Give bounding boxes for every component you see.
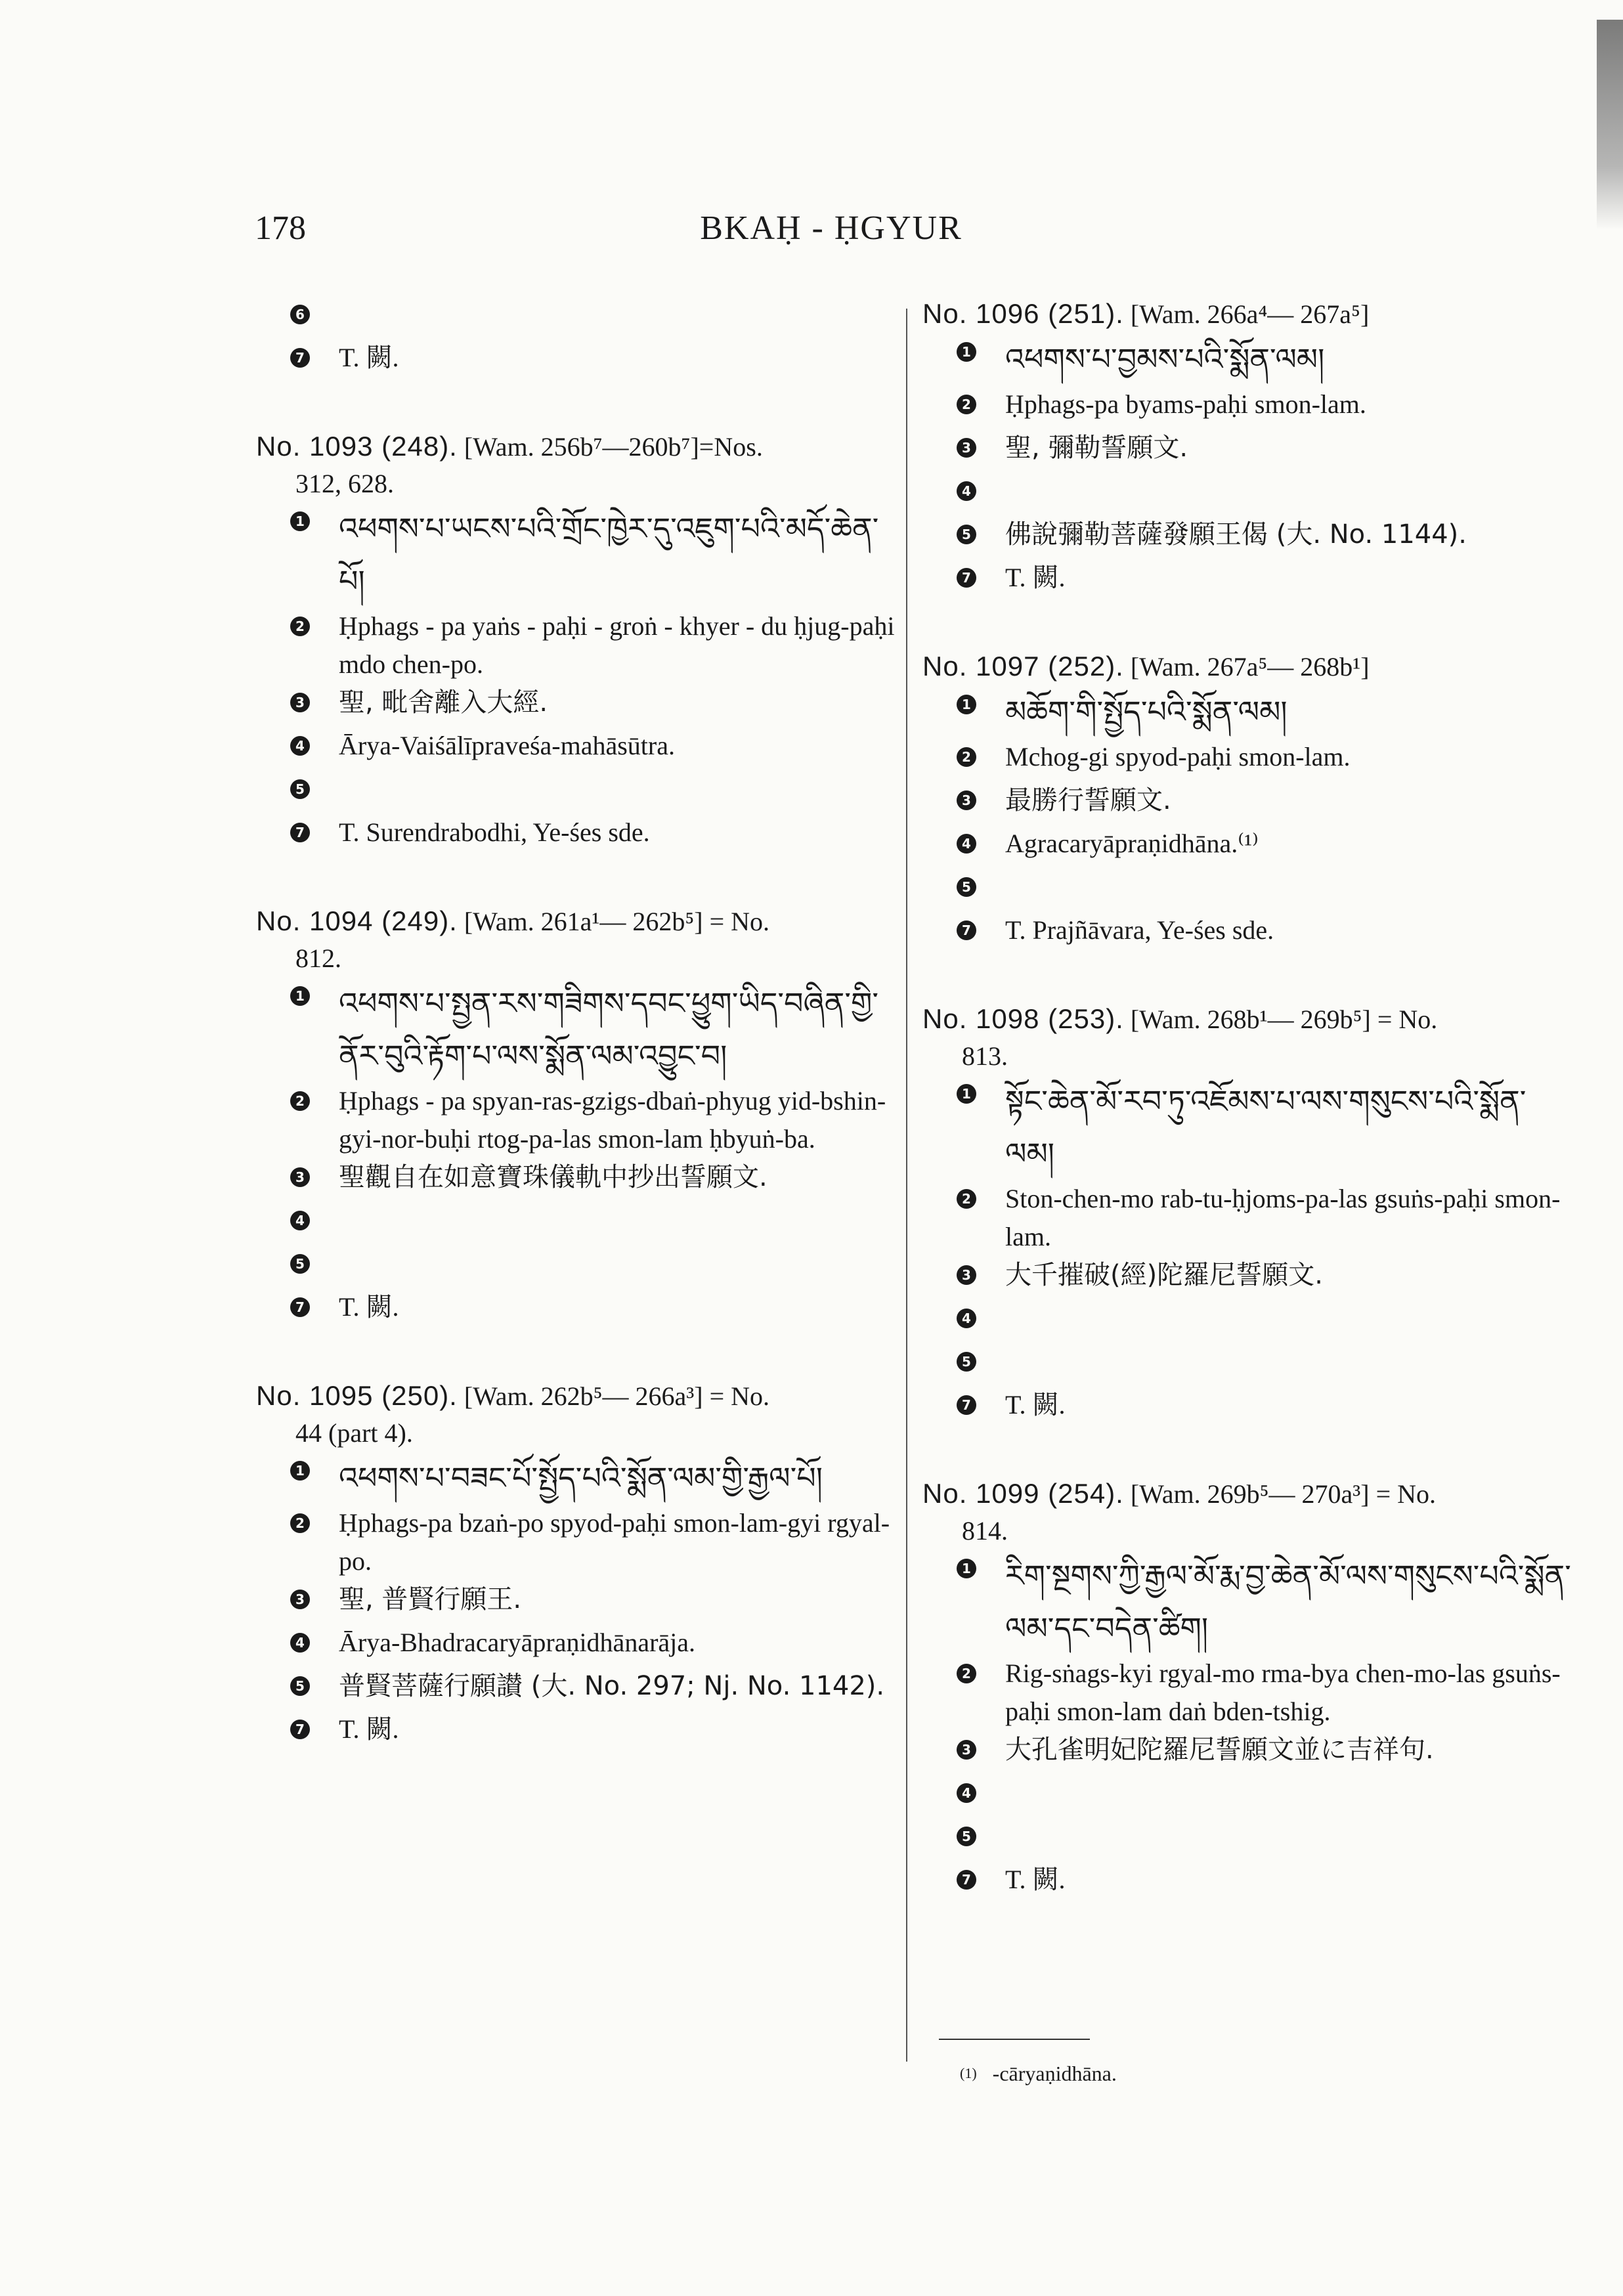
field-value: T. Prajñāvara, Ye-śes sde. bbox=[1005, 915, 1274, 945]
entry-reference-continued: 813. bbox=[962, 1041, 1008, 1071]
field-value: Rig-sṅags-kyi rgyal-mo rma-bya chen-mo-las gsuṅs-paḥi smon-lam daṅ bden-tshig. bbox=[1005, 1658, 1561, 1726]
field-value: Ḥphags - pa yaṅs - paḥi - groṅ - khyer - du ḥjug-paḥi mdo chen-po. bbox=[339, 611, 895, 679]
entry-field bbox=[922, 868, 1572, 911]
entry-field bbox=[256, 1158, 899, 1202]
field-marker-icon: 5 bbox=[290, 1254, 310, 1274]
entry-heading bbox=[256, 428, 899, 502]
field-value: རིག་སྔགས་ཀྱི་རྒྱལ་མོ་རྨ་བྱ་ཆེན་མོ་ལས་གསུངས་པའི་སྨོན་ལམ་དང་བདེན་ཚིག། bbox=[1005, 1558, 1571, 1646]
footnote-rule bbox=[939, 2039, 1090, 2040]
field-value: Ārya-Bhadracaryāpraṇidhānarāja. bbox=[339, 1628, 696, 1657]
field-marker-icon: 5 bbox=[290, 1676, 310, 1696]
field-value: 大孔雀明妃陀羅尼誓願文並に吉祥句. bbox=[1005, 1735, 1434, 1765]
field-marker-icon: 7 bbox=[957, 1870, 976, 1890]
field-marker-icon: 1 bbox=[957, 342, 976, 362]
field-marker-icon: 1 bbox=[957, 1084, 976, 1104]
entry-field bbox=[922, 1774, 1572, 1817]
catalog-entry bbox=[256, 903, 899, 1332]
entry-field bbox=[922, 385, 1572, 429]
entry-field bbox=[922, 515, 1572, 559]
entry-field bbox=[922, 1817, 1572, 1861]
footnote bbox=[960, 2062, 1117, 2086]
entry-field bbox=[922, 1731, 1572, 1774]
field-marker-icon: 2 bbox=[290, 1091, 310, 1111]
entry-field bbox=[256, 1245, 899, 1288]
field-marker-icon: 7 bbox=[290, 1720, 310, 1739]
field-marker-icon: 2 bbox=[290, 1513, 310, 1533]
entry-field bbox=[922, 1256, 1572, 1299]
entry-number: No. 1099 (254). bbox=[922, 1478, 1124, 1509]
field-marker-icon: 6 bbox=[290, 305, 310, 324]
entry-number: No. 1095 (250). bbox=[256, 1380, 458, 1411]
field-value: 佛說彌勒菩薩發願王偈 (大. No. 1144). bbox=[1005, 519, 1467, 550]
column-divider bbox=[906, 309, 907, 2062]
field-value: འཕགས་པ་བཟང་པོ་སྤྱོད་པའི་སྨོན་ལམ་གྱི་རྒྱལ་པོ། bbox=[339, 1460, 823, 1496]
entry-field bbox=[256, 727, 899, 770]
field-value: 聖, 毗舍離入大經. bbox=[339, 687, 548, 718]
field-marker-icon: 3 bbox=[957, 1265, 976, 1285]
footnote-text: -cāryaṇidhāna. bbox=[992, 2062, 1117, 2085]
entry-field bbox=[922, 825, 1572, 868]
entry-field bbox=[256, 770, 899, 813]
entry-field bbox=[256, 813, 899, 857]
entry-number: No. 1097 (252). bbox=[922, 651, 1124, 682]
field-marker-icon: 4 bbox=[957, 1783, 976, 1803]
running-head: BKAḤ - ḤGYUR bbox=[700, 209, 963, 247]
entry-heading bbox=[256, 1377, 899, 1452]
field-marker-icon: 2 bbox=[957, 395, 976, 414]
entry-number: No. 1096 (251). bbox=[922, 298, 1124, 329]
field-marker-icon: 5 bbox=[290, 779, 310, 799]
field-value: T. 闕. bbox=[1005, 1865, 1066, 1894]
field-marker-icon: 4 bbox=[290, 1211, 310, 1230]
catalog-entry bbox=[922, 1475, 1572, 1904]
entry-field bbox=[922, 559, 1572, 602]
field-value: Ston-chen-mo rab-tu-ḥjoms-pa-las gsuṅs-paḥi smon-lam. bbox=[1005, 1184, 1561, 1251]
field-value: སྟོང་ཆེན་མོ་རབ་ཏུ་འཇོམས་པ་ལས་གསུངས་པའི་སྨོན་ལམ། bbox=[1005, 1083, 1526, 1171]
entry-reference: [Wam. 262b⁵— 266a³] = No. bbox=[464, 1381, 770, 1411]
entry-reference: [Wam. 267a⁵— 268b¹] bbox=[1130, 652, 1370, 682]
field-marker-icon: 5 bbox=[957, 877, 976, 897]
field-value: T. 闕. bbox=[1005, 1390, 1066, 1419]
field-marker-icon: 4 bbox=[957, 1309, 976, 1328]
field-value: 最勝行誓願文. bbox=[1005, 785, 1171, 815]
entry-field bbox=[922, 1861, 1572, 1904]
entry-heading bbox=[922, 295, 1572, 333]
catalog-entry bbox=[922, 648, 1572, 955]
field-marker-icon: 2 bbox=[957, 1664, 976, 1683]
entry-field bbox=[256, 977, 899, 1082]
entry-field bbox=[922, 781, 1572, 825]
scan-edge-noise bbox=[1597, 20, 1623, 230]
field-marker-icon: 7 bbox=[290, 823, 310, 842]
field-marker-icon: 4 bbox=[290, 736, 310, 756]
entry-field bbox=[256, 1580, 899, 1624]
field-marker-icon: 3 bbox=[957, 791, 976, 810]
entry-field bbox=[922, 1180, 1572, 1256]
entry-field bbox=[922, 1343, 1572, 1386]
field-value: འཕགས་པ་སྤྱན་རས་གཟིགས་དབང་ཕྱུག་ཡིད་བཞིན་གྱི་ནོར་བུའི་རྟོག་པ་ལས་སྨོན་ལམ་འབྱུང་བ། bbox=[339, 986, 879, 1073]
entry-field bbox=[256, 339, 899, 382]
entry-field bbox=[256, 1202, 899, 1245]
field-marker-icon: 4 bbox=[290, 1633, 310, 1653]
entry-field bbox=[256, 1624, 899, 1667]
field-value: Mchog-gi spyod-paḥi smon-lam. bbox=[1005, 742, 1351, 771]
field-marker-icon: 5 bbox=[957, 525, 976, 544]
field-marker-icon: 2 bbox=[957, 747, 976, 767]
field-marker-icon: 1 bbox=[290, 986, 310, 1006]
entry-field bbox=[256, 1288, 899, 1332]
entry-heading bbox=[922, 1001, 1572, 1075]
field-value: 聖觀自在如意寶珠儀軌中抄出誓願文. bbox=[339, 1162, 768, 1192]
entry-reference-continued: 44 (part 4). bbox=[295, 1418, 413, 1448]
field-value: 普賢菩薩行願讃 (大. No. 297; Nj. No. 1142). bbox=[339, 1671, 885, 1701]
entry-field bbox=[256, 1452, 899, 1504]
field-marker-icon: 1 bbox=[290, 511, 310, 531]
entry-number: No. 1094 (249). bbox=[256, 905, 458, 936]
field-value: Ārya-Vaiśālīpraveśa-mahāsūtra. bbox=[339, 731, 675, 760]
field-value: 聖, 彌勒誓願文. bbox=[1005, 433, 1188, 463]
entry-field bbox=[922, 472, 1572, 515]
entry-reference: [Wam. 256b⁷—260b⁷]=Nos. bbox=[464, 432, 763, 462]
catalog-entry bbox=[922, 1001, 1572, 1429]
entry-reference-continued: 814. bbox=[962, 1516, 1008, 1546]
entry-reference: [Wam. 269b⁵— 270a³] = No. bbox=[1130, 1479, 1437, 1509]
entry-field bbox=[256, 1667, 899, 1710]
entry-field bbox=[256, 683, 899, 727]
entry-field bbox=[922, 911, 1572, 955]
field-marker-icon: 5 bbox=[957, 1827, 976, 1846]
field-marker-icon: 4 bbox=[957, 481, 976, 501]
entry-heading bbox=[922, 1475, 1572, 1549]
entry-field bbox=[256, 1082, 899, 1158]
field-marker-icon: 3 bbox=[957, 438, 976, 458]
entry-field bbox=[922, 685, 1572, 738]
field-marker-icon: 7 bbox=[957, 1395, 976, 1415]
entry-field bbox=[256, 1504, 899, 1580]
field-marker-icon: 5 bbox=[957, 1352, 976, 1372]
entry-field bbox=[922, 429, 1572, 472]
catalog-entry bbox=[256, 295, 899, 382]
entry-field bbox=[256, 1710, 899, 1754]
field-value: T. 闕. bbox=[339, 343, 399, 372]
entry-heading bbox=[256, 903, 899, 977]
field-marker-icon: 3 bbox=[290, 1590, 310, 1609]
field-marker-icon: 2 bbox=[957, 1189, 976, 1209]
field-value: Ḥphags - pa spyan-ras-gzigs-dbaṅ-phyug yid-bshin-gyi-nor-buḥi rtog-pa-las smon-lam ḥbyuṅ-ba. bbox=[339, 1086, 886, 1154]
field-marker-icon: 1 bbox=[957, 695, 976, 714]
field-value: མཆོག་གི་སྤྱོད་པའི་སྨོན་ལམ། bbox=[1005, 694, 1288, 729]
field-marker-icon: 1 bbox=[957, 1559, 976, 1578]
field-value: T. 闕. bbox=[339, 1714, 399, 1744]
catalog-entry bbox=[256, 1377, 899, 1754]
field-marker-icon: 3 bbox=[957, 1740, 976, 1760]
entry-reference: [Wam. 261a¹— 262b⁵] = No. bbox=[464, 907, 770, 936]
field-value: Agracaryāpraṇidhāna.⁽¹⁾ bbox=[1005, 829, 1259, 858]
entry-field bbox=[256, 295, 899, 339]
field-value: T. Surendrabodhi, Ye-śes sde. bbox=[339, 817, 650, 847]
field-value: T. 闕. bbox=[1005, 563, 1066, 592]
right-column bbox=[922, 295, 1572, 1950]
entry-reference: [Wam. 268b¹— 269b⁵] = No. bbox=[1130, 1005, 1438, 1034]
entry-field bbox=[256, 502, 899, 607]
field-marker-icon: 7 bbox=[957, 568, 976, 588]
entry-field bbox=[256, 607, 899, 683]
field-value: 聖, 普賢行願王. bbox=[339, 1584, 522, 1614]
field-value: Ḥphags-pa byams-paḥi smon-lam. bbox=[1005, 389, 1366, 419]
entry-field bbox=[922, 1386, 1572, 1429]
field-value: འཕགས་པ་བྱམས་པའི་སྨོན་ལམ། bbox=[1005, 341, 1325, 377]
entry-field bbox=[922, 1075, 1572, 1180]
entry-reference-continued: 812. bbox=[295, 943, 341, 973]
field-marker-icon: 7 bbox=[290, 348, 310, 368]
entry-field bbox=[922, 1549, 1572, 1655]
entry-field bbox=[922, 738, 1572, 781]
catalog-entry bbox=[256, 428, 899, 857]
field-marker-icon: 2 bbox=[290, 617, 310, 636]
entry-reference-continued: 312, 628. bbox=[295, 469, 394, 498]
field-marker-icon: 3 bbox=[290, 693, 310, 712]
field-value: T. 闕. bbox=[339, 1292, 399, 1322]
entry-field bbox=[922, 333, 1572, 385]
field-marker-icon: 1 bbox=[290, 1461, 310, 1481]
field-marker-icon: 7 bbox=[957, 921, 976, 940]
entry-number: No. 1093 (248). bbox=[256, 431, 458, 462]
catalog-entry bbox=[922, 295, 1572, 602]
field-marker-icon: 7 bbox=[290, 1297, 310, 1317]
field-value: Ḥphags-pa bzaṅ-po spyod-paḥi smon-lam-gyi rgyal-po. bbox=[339, 1508, 890, 1576]
field-value: འཕགས་པ་ཡངས་པའི་གྲོང་ཁྱེར་དུ་འཇུག་པའི་མདོ་ཆེན་པོ། bbox=[339, 511, 879, 599]
field-value: 大千摧破(經)陀羅尼誓願文. bbox=[1005, 1260, 1323, 1290]
field-marker-icon: 4 bbox=[957, 834, 976, 854]
entry-field bbox=[922, 1655, 1572, 1731]
entry-heading bbox=[922, 648, 1572, 685]
footnote-marker: (1) bbox=[960, 2065, 977, 2081]
field-marker-icon: 3 bbox=[290, 1167, 310, 1187]
entry-reference: [Wam. 266a⁴— 267a⁵] bbox=[1130, 299, 1370, 329]
page-number: 178 bbox=[255, 209, 306, 247]
entry-field bbox=[922, 1299, 1572, 1343]
left-column bbox=[256, 295, 899, 1800]
entry-number: No. 1098 (253). bbox=[922, 1003, 1124, 1034]
